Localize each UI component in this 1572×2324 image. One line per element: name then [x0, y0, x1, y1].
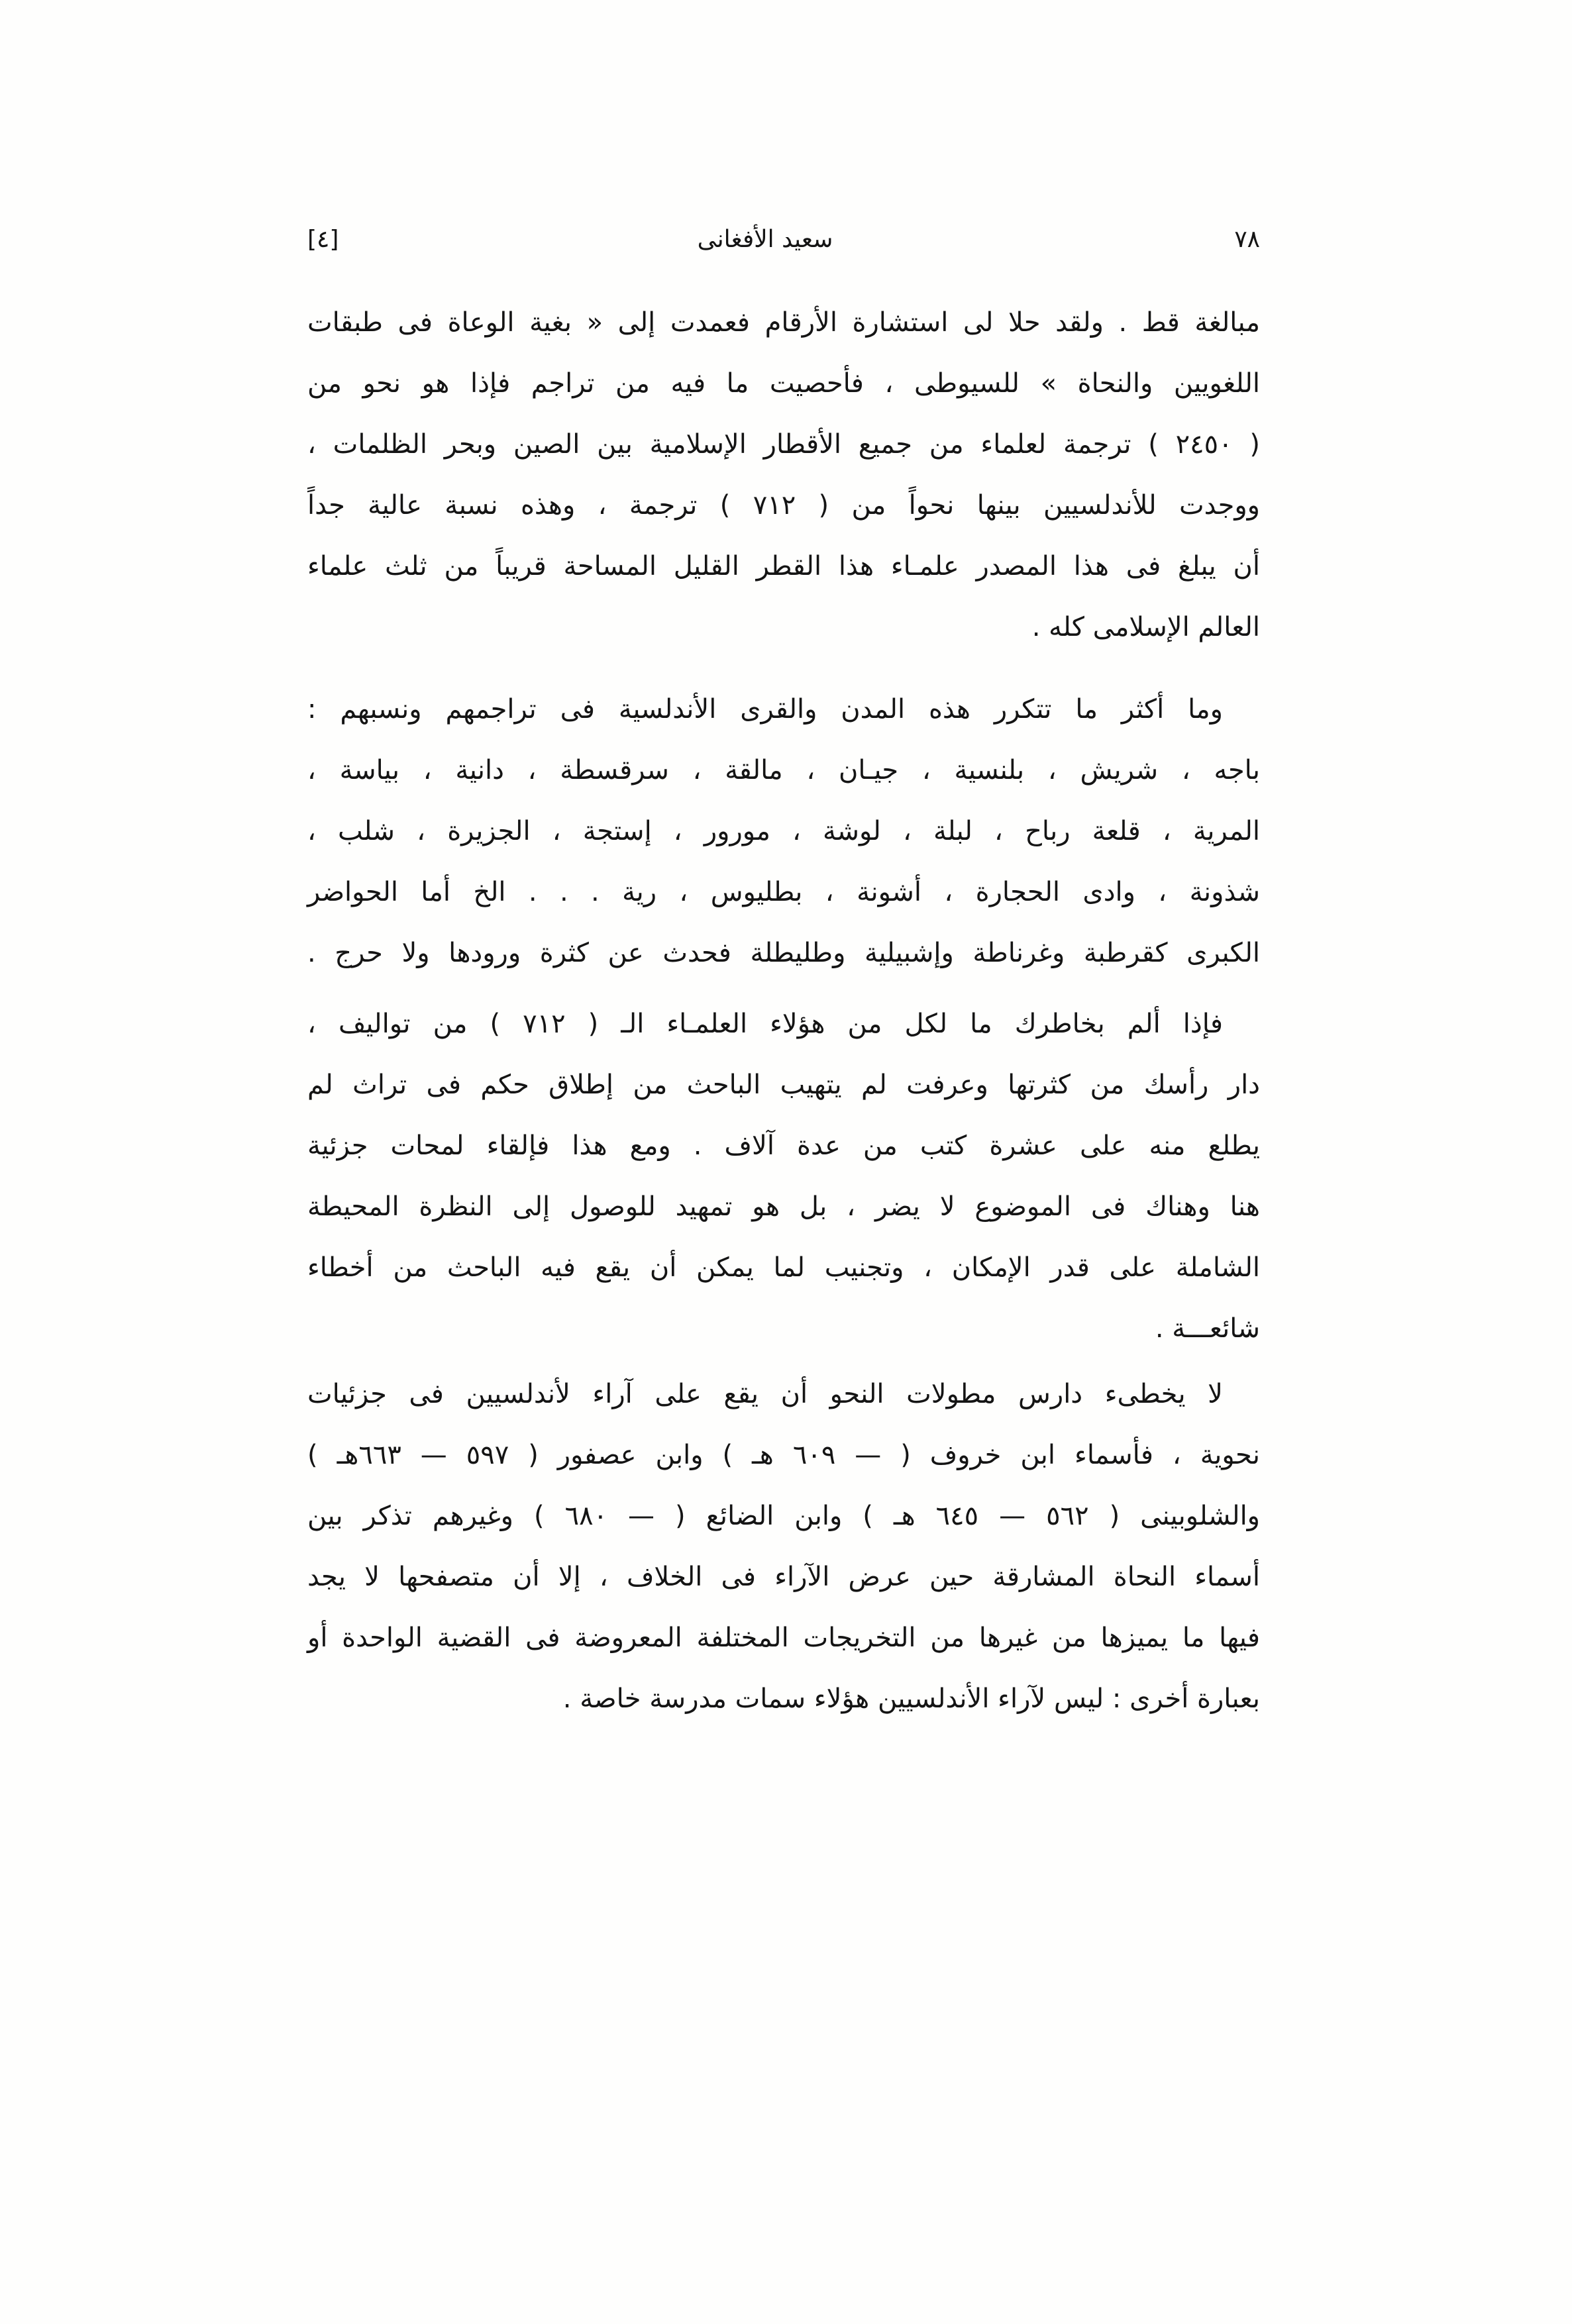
paragraph: [307, 292, 1260, 658]
text-line: العالم الإسلامى كله .: [1031, 612, 1260, 642]
text-line: باجه ، شريش ، بلنسية ، جيـان ، مالقة ، سرقسطة ، دانية ، بياسة ،: [307, 755, 1260, 785]
text-line: أن يبلغ فى هذا المصدر علمـاء هذا القطر القليل المساحة قريباً من ثلث علماء: [307, 551, 1260, 581]
text-line: شذونة ، وادى الحجارة ، أشونة ، بطليوس ، رية . . . الخ أما الحواضر: [307, 877, 1260, 907]
text-line: الكبرى كقرطبة وغرناطة وإشبيلية وطليطلة فحدث عن كثرة ورودها ولا حرج .: [307, 938, 1260, 968]
text-line: يطلع منه على عشرة كتب من عدة آلاف . ومع هذا فإلقاء لمحات جزئية: [307, 1131, 1260, 1161]
text-line: ( ٢٤٥٠ ) ترجمة لعلماء من جميع الأقطار الإسلامية بين الصين وبحر الظلمات ،: [307, 429, 1260, 460]
running-header: [307, 219, 1260, 261]
text-line: وما أكثر ما تتكرر هذه المدن والقرى الأندلسية فى تراجمهم ونسبهم :: [307, 694, 1223, 725]
text-line: ووجدت للأندلسيين بينها نحواً من ( ٧١٢ ) ترجمة ، وهذه نسبة عالية جداً: [307, 490, 1260, 521]
paragraph: [307, 679, 1260, 984]
text-line: لا يخطىء دارس مطولات النحو أن يقع على آراء لأندلسيين فى جزئيات: [307, 1379, 1223, 1409]
text-line: فإذا ألم بخاطرك ما لكل من هؤلاء العلمـاء الـ ( ٧١٢ ) من تواليف ،: [307, 1009, 1223, 1039]
paragraph: [307, 993, 1260, 1359]
paragraph: [307, 1364, 1260, 1729]
running-title: سعيد الأفغانى: [697, 226, 833, 253]
text-line: مبالغة قط . ولقد حلا لى استشارة الأرقام فعمدت إلى « بغية الوعاة فى طبقات: [307, 307, 1260, 338]
text-line: شائعـــة .: [1155, 1313, 1260, 1344]
text-line: المرية ، قلعة رباح ، لبلة ، لوشة ، مورور ، إستجة ، الجزيرة ، شلب ،: [307, 816, 1260, 846]
text-line: فيها ما يميزها من غيرها من التخريجات المختلفة المعروضة فى القضية الواحدة أو: [307, 1623, 1260, 1653]
text-line: بعبارة أخرى : ليس لآراء الأندلسيين هؤلاء سمات مدرسة خاصة .: [562, 1684, 1260, 1714]
text-line: اللغويين والنحاة » للسيوطى ، فأحصيت ما فيه من تراجم فإذا هو نحو من: [307, 368, 1260, 399]
text-line: نحوية ، فأسماء ابن خروف ( — ٦٠٩ هـ ) وابن عصفور ( ٥٩٧ — ٦٦٣هـ ): [307, 1440, 1260, 1470]
text-line: الشاملة على قدر الإمكان ، وتجنيب لما يمكن أن يقع فيه الباحث من أخطاء: [307, 1252, 1260, 1283]
text-line: والشلوبينى ( ٥٦٢ — ٦٤٥ هـ ) وابن الضائع ( — ٦٨٠ ) وغيرهم تذكر بين: [307, 1501, 1261, 1531]
text-line: دار رأسك من كثرتها وعرفت لم يتهيب الباحث من إطلاق حكم فى تراث لم: [307, 1070, 1260, 1100]
text-line: هنا وهناك فى الموضوع لا يضر ، بل هو تمهيد للوصول إلى النظرة المحيطة: [307, 1191, 1260, 1222]
page-number: ٧٨: [1234, 226, 1260, 253]
section-marker: [٤]: [307, 226, 339, 253]
text-line: أسماء النحاة المشارقة حين عرض الآراء فى الخلاف ، إلا أن متصفحها لا يجد: [307, 1562, 1260, 1592]
